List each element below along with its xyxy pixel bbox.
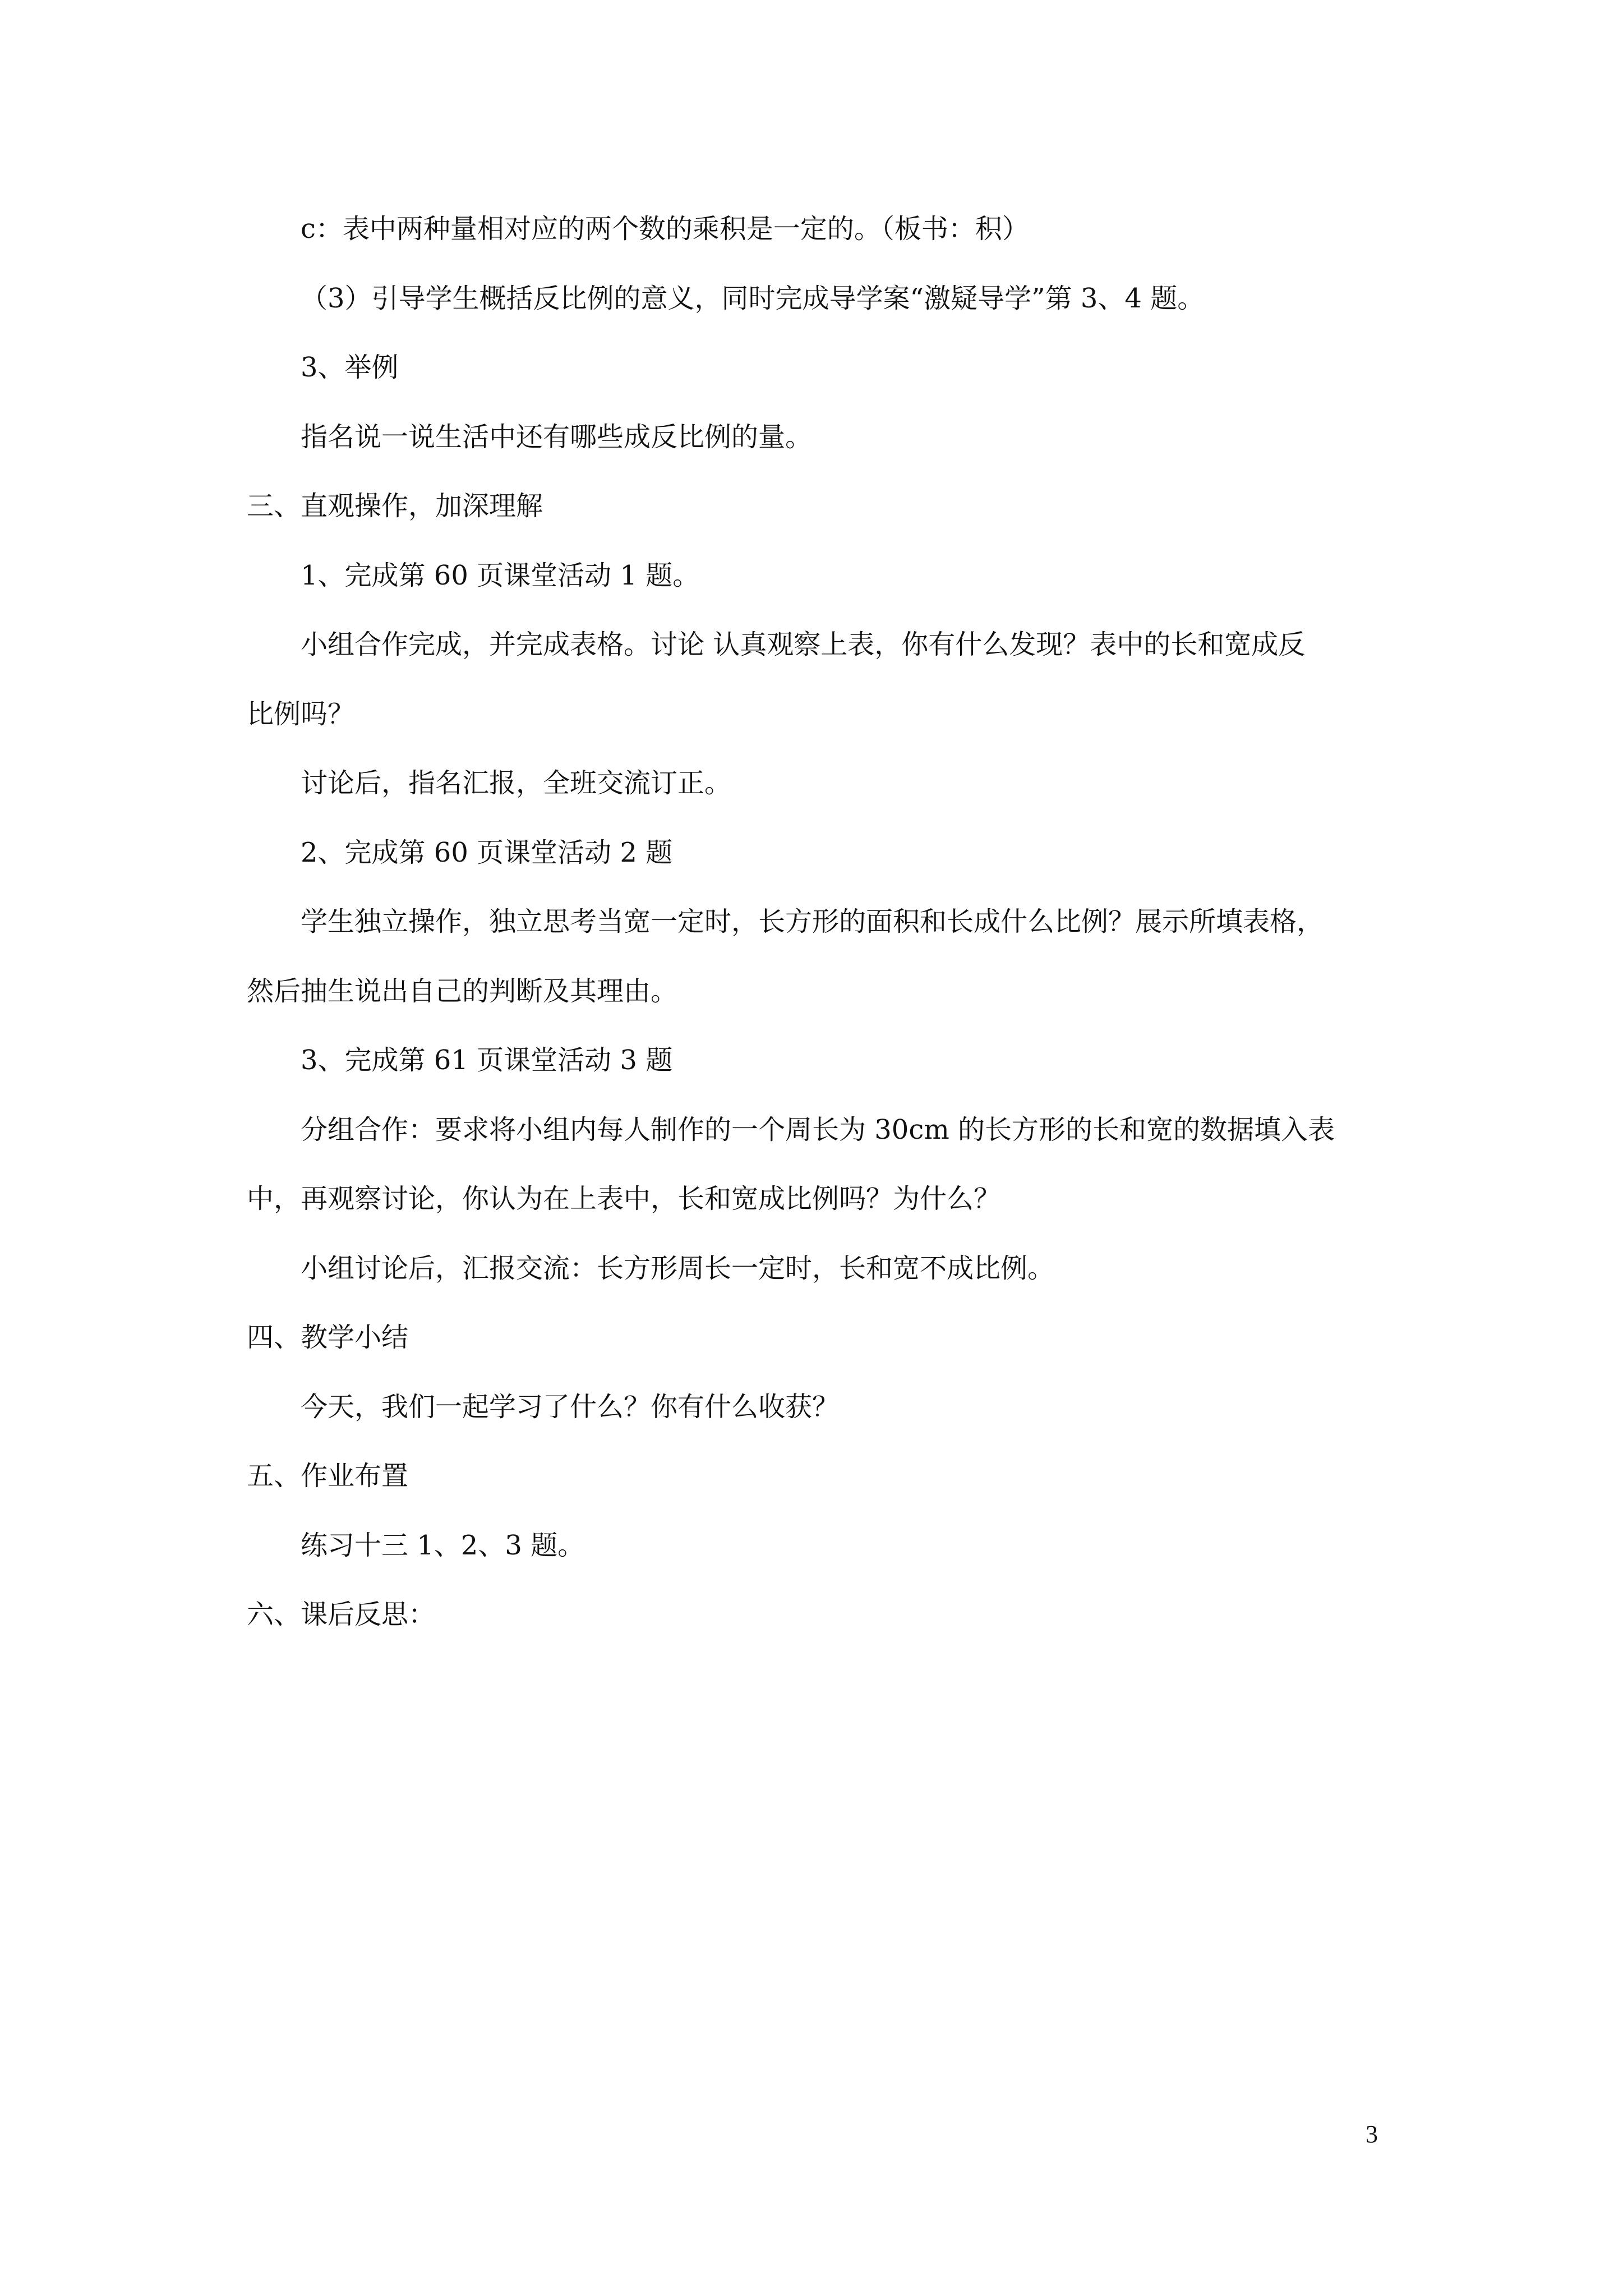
- paragraph-group-cooperation-cont: 中，再观察讨论，你认为在上表中，长和宽成比例吗？为什么？: [247, 1183, 1001, 1214]
- paragraph-examples-heading: 3、举例: [301, 352, 399, 383]
- section-heading-3: 三、直观操作，加深理解: [247, 490, 543, 522]
- paragraph-examples-text: 指名说一说生活中还有哪些成反比例的量。: [301, 421, 813, 453]
- paragraph-homework: 练习十三 1、2、3 题。: [301, 1529, 585, 1561]
- paragraph-activity-1: 1、完成第 60 页课堂活动 1 题。: [301, 559, 700, 591]
- section-heading-6: 六、课后反思：: [247, 1599, 436, 1630]
- paragraph-product-constant: c：表中两种量相对应的两个数的乘积是一定的。（板书：积）: [301, 213, 1029, 245]
- page-number: 3: [1366, 2120, 1378, 2148]
- paragraph-activity-2: 2、完成第 60 页课堂活动 2 题: [301, 836, 673, 868]
- paragraph-inverse-meaning: （3）引导学生概括反比例的意义，同时完成导学案“激疑导学”第 3、4 题。: [301, 282, 1205, 314]
- section-heading-4: 四、教学小结: [247, 1322, 409, 1353]
- paragraph-conclusion: 小组讨论后，汇报交流：长方形周长一定时，长和宽不成比例。: [301, 1252, 1055, 1284]
- paragraph-independent-work: 学生独立操作，独立思考当宽一定时，长方形的面积和长成什么比例？展示所填表格，: [301, 906, 1324, 937]
- paragraph-group-discussion-cont: 比例吗？: [247, 698, 355, 730]
- paragraph-summary: 今天，我们一起学习了什么？你有什么收获？: [301, 1391, 840, 1423]
- paragraph-activity-3: 3、完成第 61 页课堂活动 3 题: [301, 1045, 673, 1076]
- section-heading-5: 五、作业布置: [247, 1460, 409, 1492]
- paragraph-group-cooperation: 分组合作：要求将小组内每人制作的一个周长为 30cm 的长方形的长和宽的数据填入表: [301, 1114, 1335, 1145]
- paragraph-group-discussion: 小组合作完成，并完成表格。讨论 认真观察上表，你有什么发现？表中的长和宽成反: [301, 629, 1306, 660]
- paragraph-report: 讨论后，指名汇报，全班交流订正。: [301, 767, 732, 799]
- paragraph-independent-work-cont: 然后抽生说出自己的判断及其理由。: [247, 975, 678, 1007]
- document-body: [247, 212, 1385, 1667]
